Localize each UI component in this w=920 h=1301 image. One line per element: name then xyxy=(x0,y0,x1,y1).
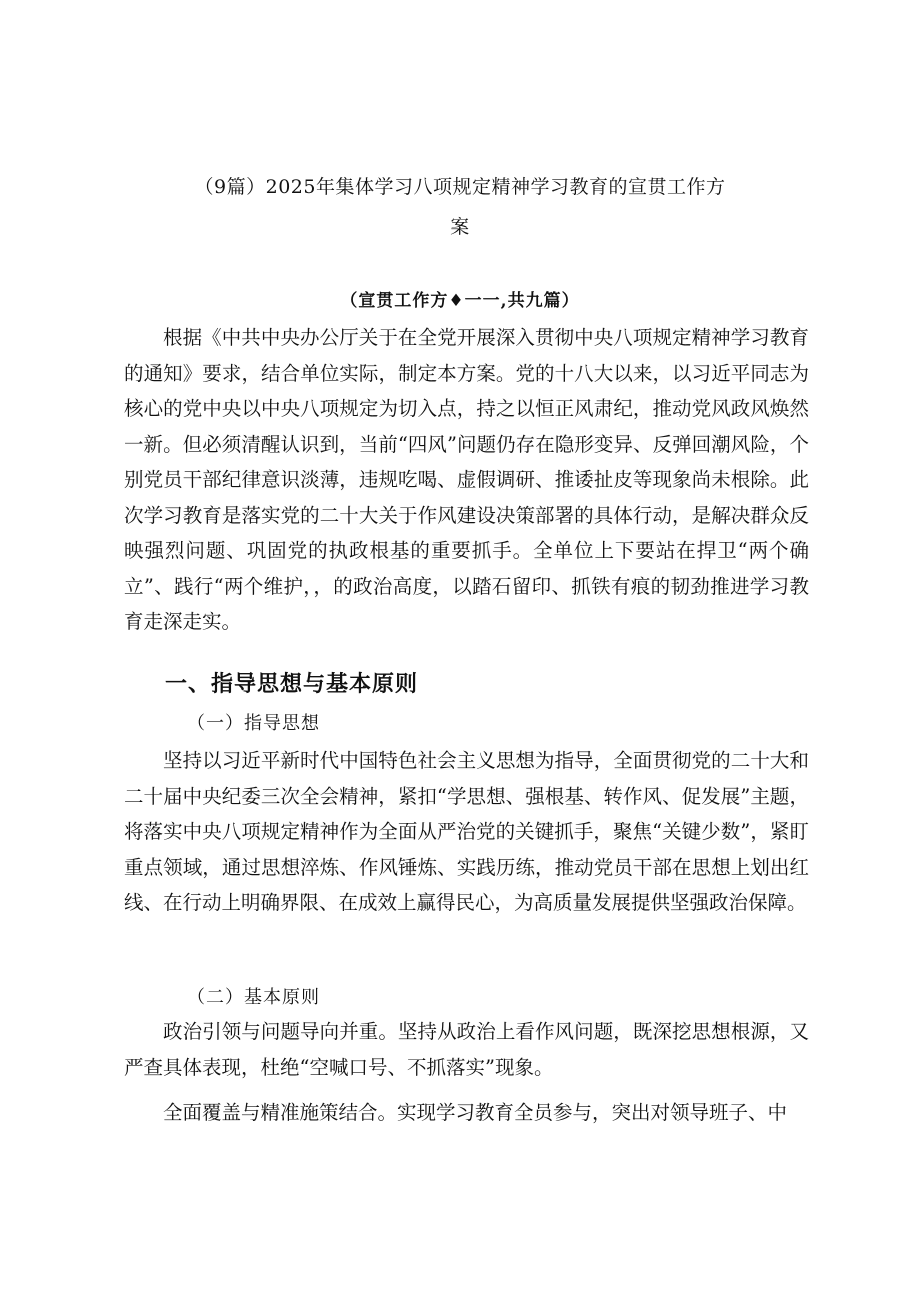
subheading-basic-principles: （二）基本原则 xyxy=(187,987,320,1008)
intro-paragraph: 根据《中共中央办公厅关于在全党开展深入贯彻中央八项规定精神学习教育的通知》要求，结合单位实际，制定本方案。党的十八大以来，以习近平同志为核心的党中央以中央八项规定为切入点，持之以恒正风肃纪，推动党风政风焕然一新。但必须清醒认识到，当前“四风”问题仍存在隐形变异、反弹回潮风险，个别党员干部纪律意识淡薄，违规吃喝、虚假调研、推诿扯皮等现象尚未根除。此次学习教育是落实党的二十大关于作风建设决策部署的具体行动，是解决群众反映强烈问题、巩固党的执政根基的重要抓手。全单位上下要站在捍卫“两个确立”、践行“两个维护，，的政治高度，以踏石留印、抓铁有痕的韧劲推进学习教育走深走实。 xyxy=(124,326,809,633)
guiding-thought-paragraph: 坚持以习近平新时代中国特色社会主义思想为指导，全面贯彻党的二十大和二十届中央纪委三次全会精神，紧扣“学思想、强根基、转作风、促发展”主题，将落实中央八项规定精神作为全面从严治党的关键抓手，聚焦“关键少数”，紧盯重点领域，通过思想淬炼、作风锤炼、实践历练，推动党员干部在思想上划出红线、在行动上明确界限、在成效上赢得民心，为高质量发展提供坚强政治保障。 xyxy=(124,749,809,914)
principle-paragraph-1: 政治引领与问题导向并重。坚持从政治上看作风问题，既深挖思想根源，又严查具体表现，杜绝“空喊口号、不抓落实”现象。 xyxy=(124,1020,809,1079)
section-heading-guiding-principles: 一、指导思想与基本原则 xyxy=(165,672,419,697)
document-title-line1: （9篇）2025年集体学习八项规定精神学习教育的宣贯工作方 xyxy=(194,176,726,198)
subheading-guiding-thought: （一）指导思想 xyxy=(187,713,320,734)
document-subtitle: （宣贯工作方♦一一,共九篇） xyxy=(340,291,580,311)
principle-paragraph-2: 全面覆盖与精准施策结合。实现学习教育全员参与，突出对领导班子、中 xyxy=(163,1101,788,1124)
document-title-line2: 案 xyxy=(450,216,470,238)
